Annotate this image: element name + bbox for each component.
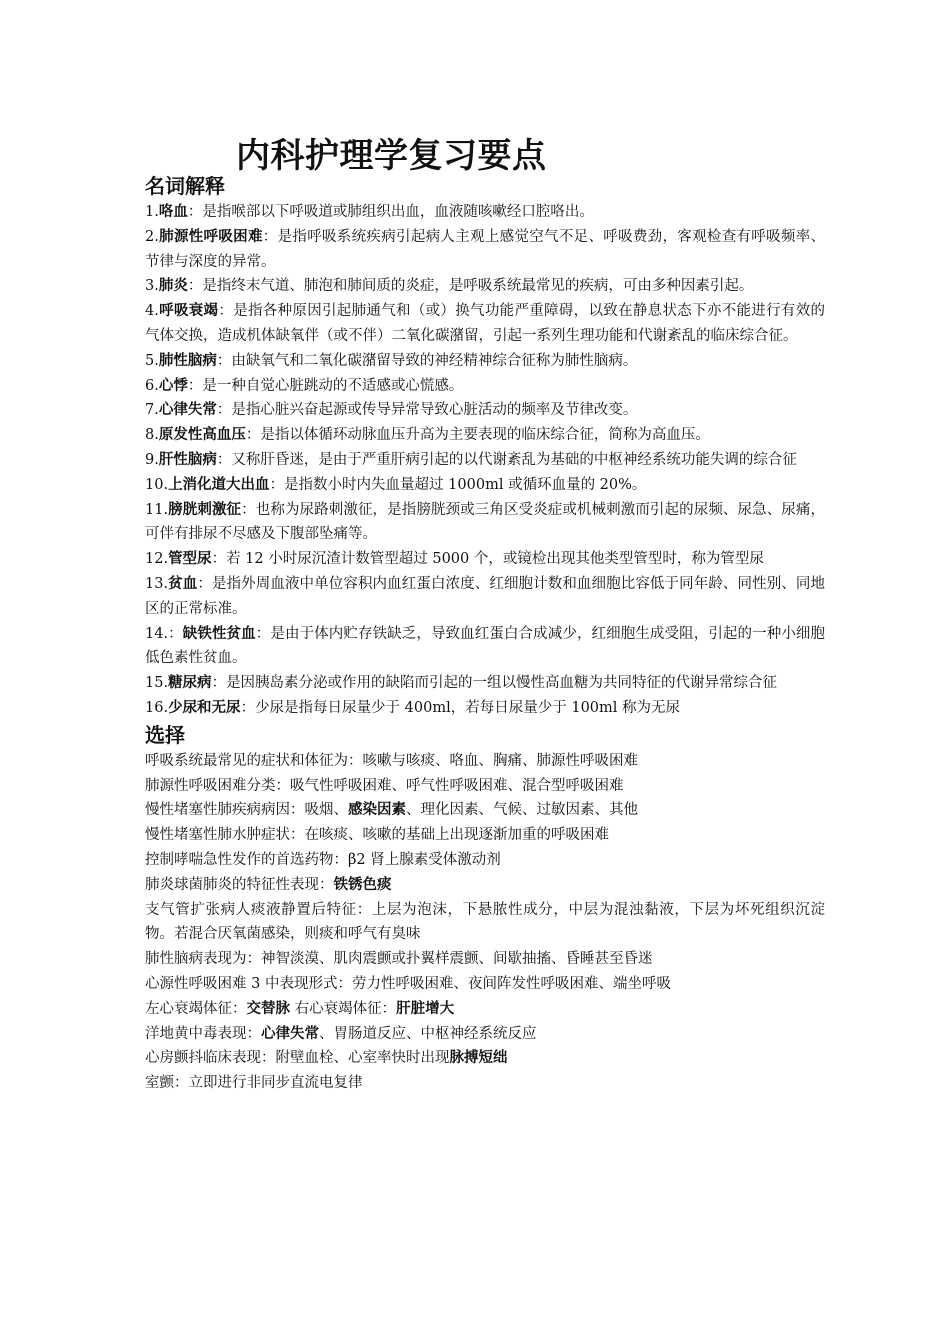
term-entry (145, 225, 825, 275)
term-definition: 是因胰岛素分泌或作用的缺陷而引起的一组以慢性高血糖为共同特征的代谢异常综合征 (226, 675, 778, 692)
choice-text: 洋地黄中毒表现： (145, 1025, 261, 1042)
choice-text: 、胃肠道反应、中枢神经系统反应 (319, 1025, 537, 1042)
term-entry (145, 448, 825, 473)
term-number: 12. (145, 551, 169, 568)
term-number: 11. (145, 501, 169, 518)
term-number: 4. (145, 303, 159, 320)
term-name: 少尿和无尿 (168, 698, 241, 716)
term-definition: 是指数小时内失血量超过 1000ml 或循环血量的 20%。 (284, 476, 647, 493)
term-entry (145, 200, 825, 225)
term-definition: 是指外周血液中单位容积内血红蛋白浓度、红细胞计数和血细胞比容低于同年龄、同性别、同地区的正常标准。 (145, 575, 826, 617)
term-separator: ： (269, 476, 285, 493)
term-name: 肺炎 (158, 277, 188, 295)
term-name: 管型尿 (168, 550, 212, 568)
term-definition: 若 12 小时尿沉渣计数管型超过 5000 个，或镜检出现其他类型管型时，称为管型尿 (226, 551, 764, 568)
choice-text: 呼吸系统最常见的症状和体征为：咳嗽与咳痰、咯血、胸痛、肺源性呼吸困难 (145, 752, 638, 769)
term-entry (145, 671, 825, 696)
choice-emphasis: 肝脏增大 (396, 999, 455, 1017)
term-separator: ： (240, 699, 256, 716)
term-entry (145, 374, 825, 399)
term-separator: ： (255, 625, 271, 642)
choice-line (145, 873, 825, 898)
choice-line (145, 823, 825, 848)
terms-list (145, 200, 825, 721)
term-name: 上消化道大出血 (168, 475, 270, 493)
term-definition: 是指各种原因引起肺通气和（或）换气功能严重障碍，以致在静息状态下亦不能进行有效的气体交换，造成机体缺氧伴（或不伴）二氧化碳潴留，引起一系列生理功能和代谢紊乱的临床综合征。 (145, 303, 826, 344)
term-name: 缺铁性贫血 (182, 624, 256, 642)
choice-text: 心源性呼吸困难 3 中表现形式：劳力性呼吸困难、夜间阵发性呼吸困难、端坐呼吸 (145, 975, 671, 992)
choice-line (145, 972, 825, 997)
term-number: 9. (145, 451, 159, 468)
term-name: 肺性脑病 (158, 351, 217, 369)
term-name: 原发性高血压 (158, 426, 246, 444)
term-definition: 是指喉部以下呼吸道或肺组织出血，血液随咳嗽经口腔咯出。 (202, 204, 594, 220)
term-number: 5. (145, 352, 159, 369)
term-separator: ： (216, 402, 232, 419)
term-separator: ： (197, 575, 212, 592)
term-entry (145, 473, 825, 498)
choice-line (145, 798, 825, 823)
choice-emphasis: 脉搏短绌 (449, 1049, 508, 1067)
term-name: 肺源性呼吸困难 (158, 227, 263, 245)
choice-text: 左心衰竭体征： (145, 1000, 247, 1017)
term-number: 8. (145, 427, 159, 444)
term-definition: 是指心脏兴奋起源或传导异常导致心脏活动的频率及节律改变。 (231, 402, 638, 419)
term-entry (145, 274, 825, 299)
term-separator: ： (187, 278, 203, 295)
choice-line (145, 898, 825, 948)
choice-line (145, 1022, 825, 1047)
term-separator: ： (245, 427, 261, 444)
term-name: 心悸 (158, 376, 188, 394)
choice-text: 慢性堵塞性肺水肿症状：在咳痰、咳嗽的基础上出现逐渐加重的呼吸困难 (145, 827, 609, 844)
term-number: 15. (145, 675, 169, 692)
term-separator: ： (216, 451, 232, 468)
term-number: 7. (145, 402, 159, 419)
choice-line (145, 997, 825, 1022)
document-body (145, 172, 825, 1096)
choice-text: 支气管扩张病人痰液静置后特征：上层为泡沫，下悬脓性成分，中层为混浊黏液，下层为坏死组织沉淀物。若混合厌氧菌感染，则痰和呼气有臭味 (145, 901, 825, 943)
choice-emphasis: 感染因素 (348, 801, 406, 819)
term-entry (145, 349, 825, 374)
choice-text: 、理化因素、气候、过敏因素、其他 (406, 802, 638, 819)
choice-emphasis: 交替脉 (246, 999, 290, 1017)
term-entry (145, 572, 825, 622)
term-name: 贫血 (168, 574, 198, 592)
choices-list (145, 749, 825, 1096)
term-number: 16. (145, 699, 169, 716)
term-name: 膀胱刺激征 (168, 500, 242, 518)
term-number: 6. (145, 377, 159, 394)
choice-line (145, 1046, 825, 1071)
term-separator: ： (211, 675, 227, 692)
term-entry (145, 547, 825, 572)
choice-line (145, 848, 825, 873)
term-entry (145, 498, 825, 548)
term-name: 心律失常 (158, 401, 217, 419)
choice-line (145, 947, 825, 972)
choice-text: 肺性脑病表现为：神智淡漠、肌肉震颤或扑翼样震颤、间歇抽搐、昏睡甚至昏迷 (145, 951, 653, 968)
choice-text: 肺源性呼吸困难分类：吸气性呼吸困难、呼气性呼吸困难、混合型呼吸困难 (145, 777, 624, 794)
term-name: 肝性脑病 (158, 450, 217, 468)
term-number: 1. (145, 204, 159, 220)
choice-text: 控制哮喘急性发作的首选药物：β2 肾上腺素受体激动剂 (145, 851, 501, 868)
choice-text: 心房颤抖临床表现：附壁血栓、心室率快时出现 (145, 1050, 450, 1067)
term-definition: 少尿是指每日尿量少于 400ml，若每日尿量少于 100ml 称为无尿 (255, 699, 681, 716)
term-definition: 是指终末气道、肺泡和肺间质的炎症，是呼吸系统最常见的疾病，可由多种因素引起。 (202, 278, 754, 295)
section-heading-terms: 名词解释 (145, 174, 225, 198)
choice-line (145, 1071, 825, 1096)
term-separator: ： (187, 377, 203, 394)
term-definition: 是由于体内贮存铁缺乏，导致血红蛋白合成减少，红细胞生成受阻，引起的一种小细胞低色素性贫血。 (145, 625, 826, 667)
term-separator: ： (218, 303, 234, 320)
term-definition: 也称为尿路刺激征，是指膀胱颈或三角区受炎症或机械刺激而引起的尿频、尿急、尿痛，可伴有排尿不尽感及下腹部坠痛等。 (145, 501, 826, 543)
term-definition: 是一种自觉心脏跳动的不适感或心慌感。 (202, 377, 464, 394)
term-separator: ： (262, 228, 278, 245)
choice-text: 室颤：立即进行非同步直流电复律 (145, 1075, 363, 1092)
term-name: 糖尿病 (168, 674, 212, 692)
choice-text: 慢性堵塞性肺疾病病因：吸烟、 (145, 802, 348, 819)
term-definition: 由缺氧气和二氧化碳潴留导致的神经精神综合征称为肺性脑病。 (231, 352, 638, 369)
term-separator: ： (241, 501, 256, 518)
term-entry (145, 423, 825, 448)
term-entry (145, 622, 825, 672)
term-definition: 是指呼吸系统疾病引起病人主观上感觉空气不足、呼吸费劲，客观检查有呼吸频率、节律与深度的异常。 (145, 228, 826, 270)
term-entry (145, 696, 825, 721)
term-separator: ： (216, 352, 232, 369)
term-entry (145, 398, 825, 423)
choice-text: 右心衰竭体征： (290, 1000, 397, 1017)
term-separator: ： (187, 204, 203, 220)
term-definition: 又称肝昏迷，是由于严重肝病引起的以代谢紊乱为基础的中枢神经系统功能失调的综合征 (231, 451, 797, 468)
term-separator: ： (211, 551, 227, 568)
section-heading-choices: 选择 (145, 722, 185, 747)
term-number: 10. (145, 476, 169, 493)
term-name: 咯血 (158, 203, 188, 220)
document-title: 内科护理学复习要点 (236, 136, 547, 176)
term-number: 13. (145, 575, 169, 592)
choice-text: 肺炎球菌肺炎的特征性表现： (145, 876, 334, 893)
choice-line (145, 749, 825, 774)
term-number: 3. (145, 278, 159, 295)
term-number: 14.： (145, 625, 183, 642)
term-number: 2. (145, 228, 159, 245)
choice-emphasis: 铁锈色痰 (333, 875, 392, 893)
choice-emphasis: 心律失常 (261, 1024, 319, 1042)
choice-line (145, 774, 825, 799)
term-entry (145, 299, 825, 349)
term-name: 呼吸衰竭 (158, 302, 219, 320)
term-definition: 是指以体循环动脉血压升高为主要表现的临床综合征，简称为高血压。 (260, 427, 710, 444)
